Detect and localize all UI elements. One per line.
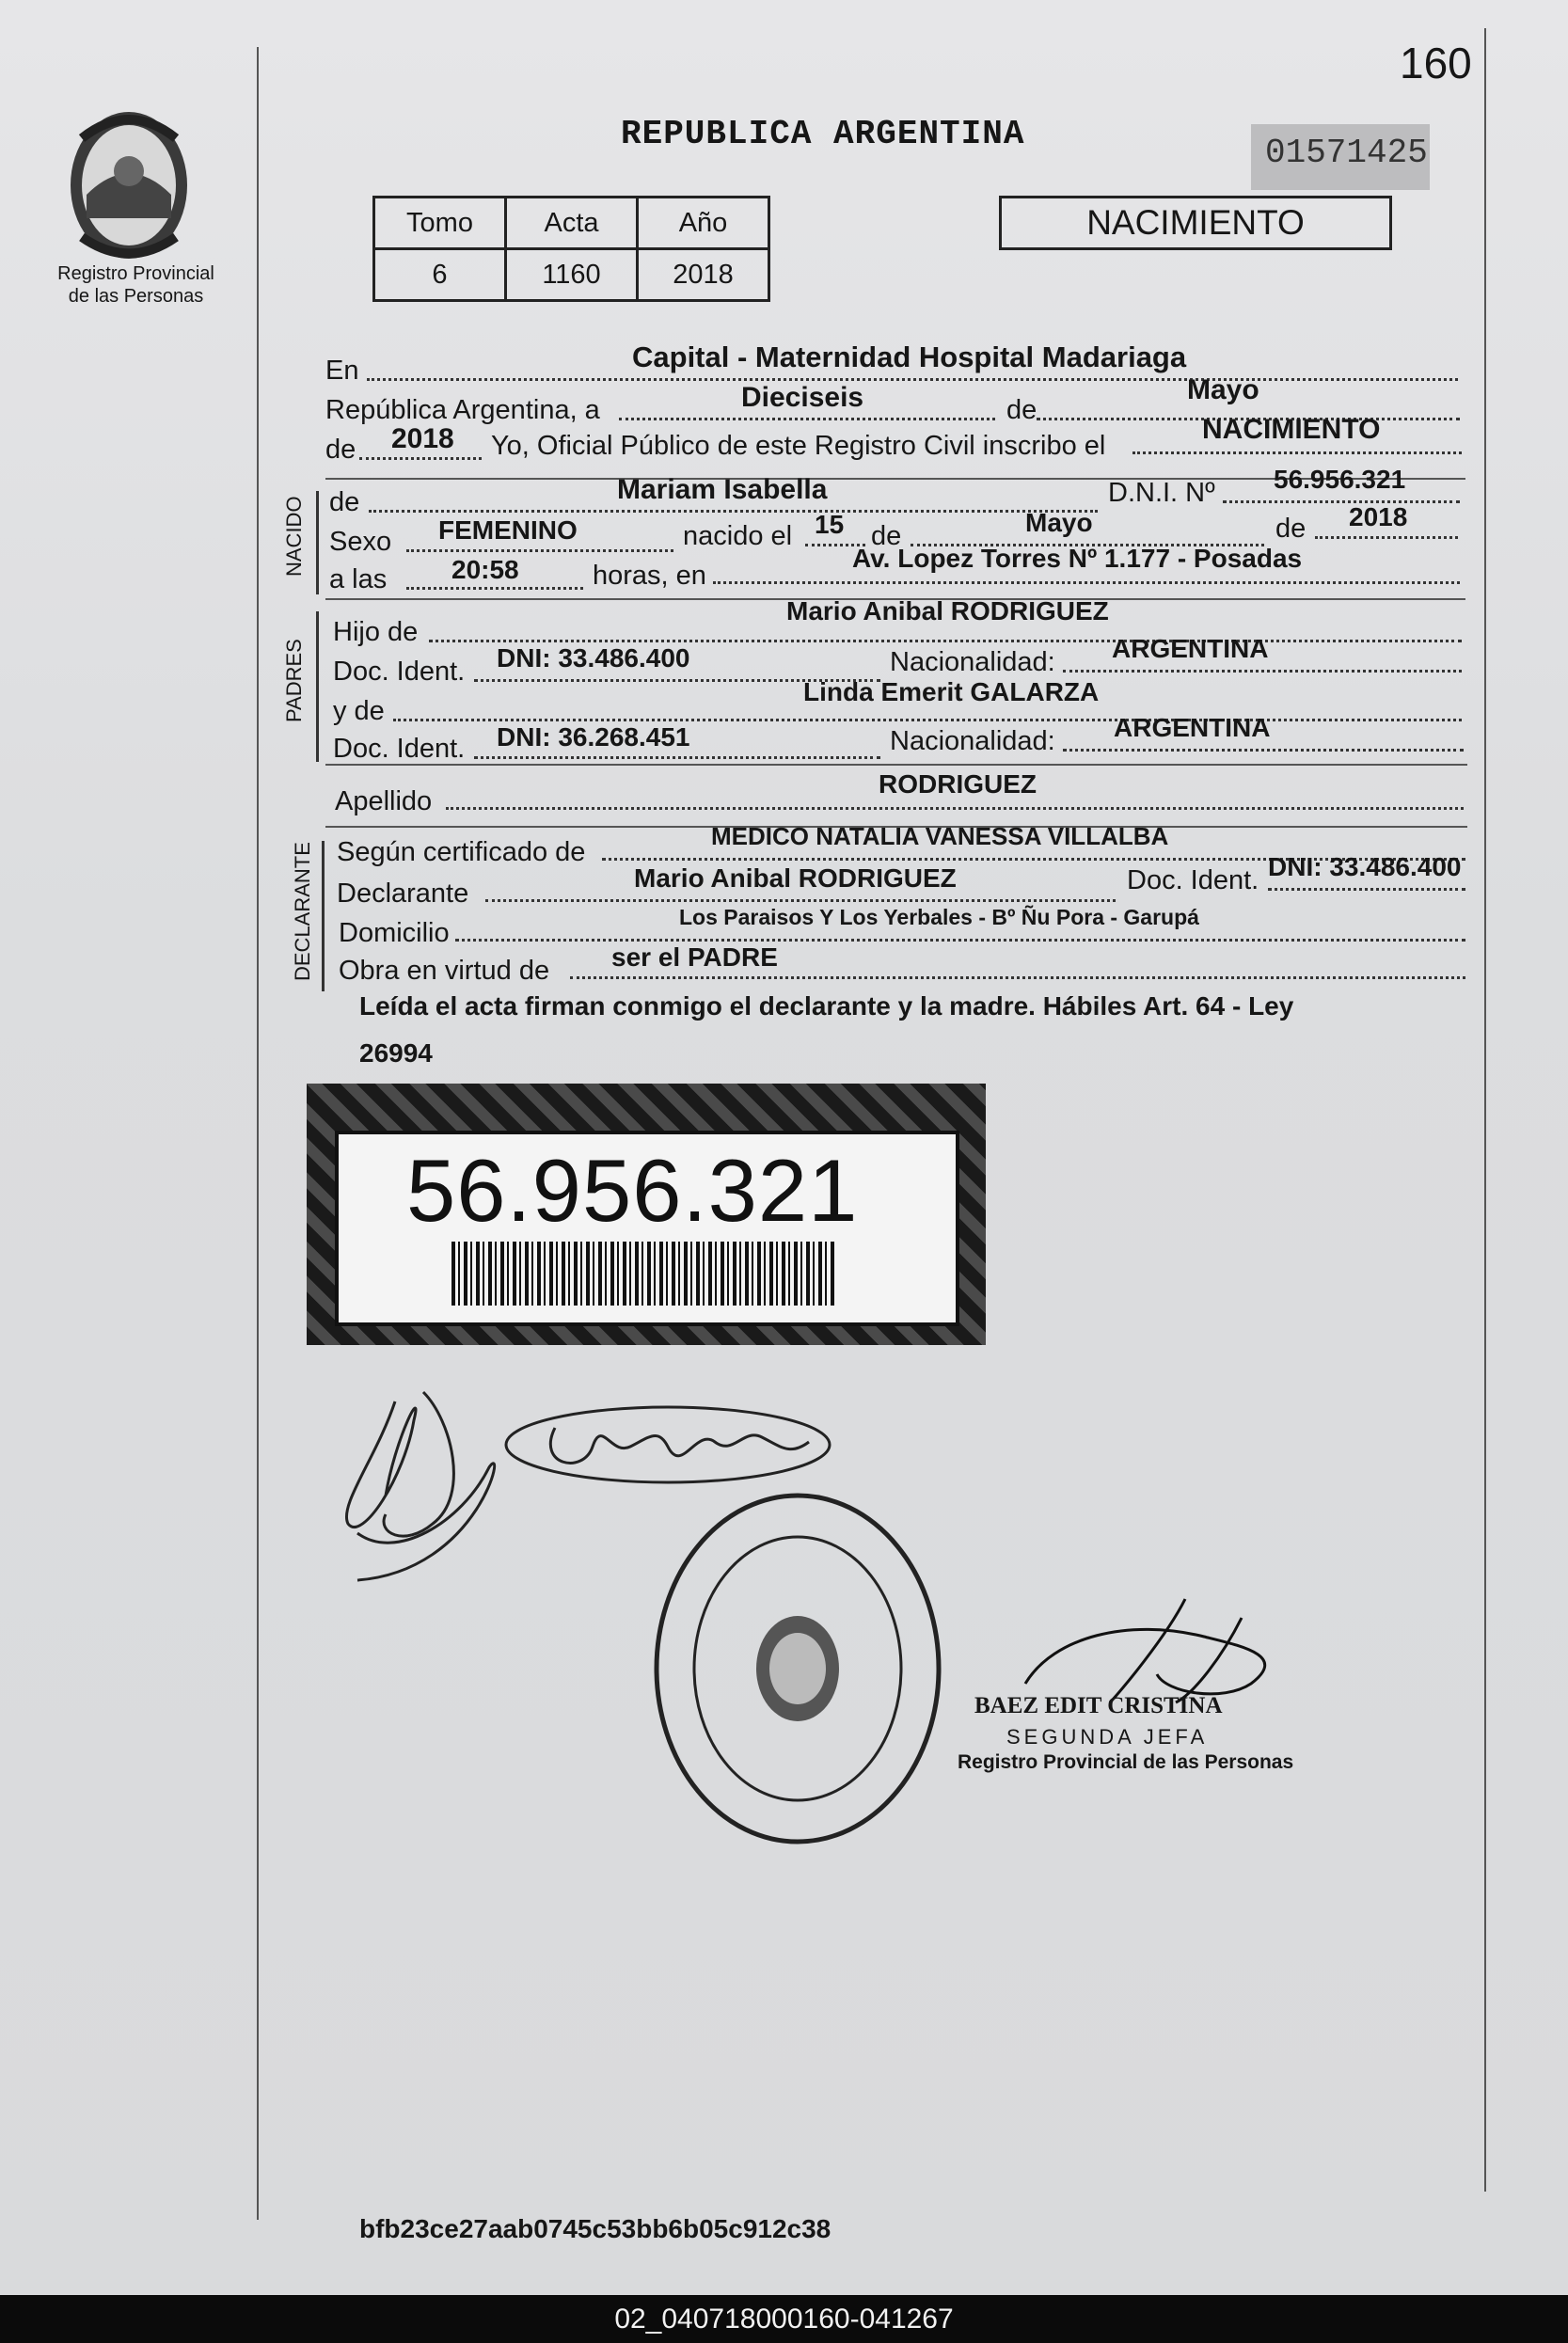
closing-text-line1: Leída el acta firman conmigo el declarante y la madre. Hábiles Art. 64 - Ley <box>359 991 1294 1021</box>
value-nombre: Mariam Isabella <box>617 474 828 505</box>
value-declarante-doc: DNI: 33.486.400 <box>1268 852 1462 881</box>
barcode <box>451 1242 837 1306</box>
document-title: REPUBLICA ARGENTINA <box>621 115 1025 153</box>
value-mes-nac: Mayo <box>1025 508 1093 537</box>
org-name-line2: de las Personas <box>68 286 204 307</box>
registry-value-acta: 1160 <box>506 249 638 301</box>
label-de-anio-nac: de <box>1275 514 1307 544</box>
official-name: BAEZ EDIT CRISTINA <box>974 1693 1223 1718</box>
value-mes: Mayo <box>1187 374 1259 405</box>
nacido-bracket <box>316 491 319 594</box>
registry-table <box>372 196 770 302</box>
dots-anio <box>359 457 482 460</box>
dots-dni <box>1223 500 1460 503</box>
value-padre-doc: DNI: 33.486.400 <box>497 643 690 673</box>
dots-nac-padre <box>1063 670 1462 673</box>
dots-sexo <box>406 549 673 552</box>
label-nac-madre: Nacionalidad: <box>890 726 1055 756</box>
value-acto: NACIMIENTO <box>1202 414 1381 445</box>
dots-dia <box>619 418 995 420</box>
label-de-nombre: de <box>329 487 360 517</box>
label-republica: República Argentina, a <box>325 395 600 425</box>
value-apellido: RODRIGUEZ <box>879 769 1037 799</box>
value-dni: 56.956.321 <box>1274 465 1406 494</box>
dots-madre <box>393 719 1462 721</box>
dots-anio-nac <box>1315 536 1458 539</box>
registry-value-tomo: 6 <box>374 249 506 301</box>
padres-bracket <box>316 611 319 762</box>
label-y-de: y de <box>333 696 385 726</box>
label-yo: Yo, Oficial Público de este Registro Civil inscribo el <box>491 431 1106 461</box>
left-margin-line <box>257 47 259 2220</box>
value-anio: 2018 <box>391 423 454 454</box>
label-hijo-de: Hijo de <box>333 617 419 647</box>
official-org: Registro Provincial de las Personas <box>958 1751 1294 1773</box>
value-obra: ser el PADRE <box>611 942 778 972</box>
dots-en <box>367 378 1458 381</box>
value-sexo: FEMENINO <box>438 515 578 545</box>
dots-apellido <box>446 807 1464 810</box>
label-horas-en: horas, en <box>593 561 706 591</box>
label-de-mes: de <box>1006 395 1037 425</box>
label-declarante: Declarante <box>337 879 469 909</box>
side-label-padres: PADRES <box>282 639 306 722</box>
label-nac-padre: Nacionalidad: <box>890 647 1055 677</box>
label-obra: Obra en virtud de <box>339 956 550 986</box>
dots-doc-madre <box>474 756 880 759</box>
org-name-line1: Registro Provincial <box>57 263 214 284</box>
label-doc-declarante: Doc. Ident. <box>1127 865 1259 895</box>
value-anio-nac: 2018 <box>1349 502 1408 531</box>
page-number: 160 <box>1400 39 1472 87</box>
serial-number-text: 01571425 <box>1265 134 1428 172</box>
value-madre-doc: DNI: 36.268.451 <box>497 722 690 752</box>
registry-value-anio: 2018 <box>638 249 769 301</box>
dots-obra <box>570 976 1465 979</box>
dots-padre <box>429 640 1462 642</box>
dots-acto <box>1132 451 1462 454</box>
value-madre-nac: ARGENTINA <box>1114 713 1271 742</box>
value-padre-nac: ARGENTINA <box>1112 634 1269 663</box>
dots-nombre <box>369 510 1098 513</box>
registry-header-acta: Acta <box>506 198 638 249</box>
label-a-las: a las <box>329 564 388 594</box>
dots-hora <box>406 587 583 590</box>
right-margin-line <box>1484 28 1486 2192</box>
mother-signature-icon <box>499 1390 837 1503</box>
footer-code: 02_040718000160-041267 <box>0 2295 1568 2343</box>
dni-number: 56.956.321 <box>406 1141 859 1240</box>
label-doc-madre: Doc. Ident. <box>333 734 466 764</box>
value-padre: Mario Anibal RODRIGUEZ <box>786 596 1109 625</box>
dots-declarante <box>485 899 1116 902</box>
section-divider <box>325 764 1467 766</box>
registry-header-anio: Año <box>638 198 769 249</box>
label-sexo: Sexo <box>329 527 392 557</box>
dots-domicilio-nac <box>713 581 1460 584</box>
declarante-bracket <box>322 841 325 991</box>
value-domicilio: Los Paraisos Y Los Yerbales - Bº Ñu Pora - Garupá <box>679 905 1199 929</box>
official-role: SEGUNDA JEFA <box>1006 1725 1209 1749</box>
value-certificado: MEDICO NATALIA VANESSA VILLALBA <box>711 822 1169 850</box>
label-de-mes-nac: de <box>871 521 902 551</box>
dots-nac-madre <box>1063 749 1464 752</box>
side-label-nacido: NACIDO <box>282 496 306 577</box>
label-segun: Según certificado de <box>337 837 586 867</box>
closing-text-line2: 26994 <box>359 1038 433 1068</box>
side-label-declarante: DECLARANTE <box>291 842 314 981</box>
value-dia-letras: Dieciseis <box>741 382 864 413</box>
document-type-box: NACIMIENTO <box>999 196 1392 250</box>
value-lugar: Capital - Maternidad Hospital Madariaga <box>632 340 1187 373</box>
province-seal-icon <box>58 105 199 265</box>
label-dni: D.N.I. Nº <box>1108 478 1215 508</box>
label-de-anio: de <box>325 435 356 465</box>
label-doc-padre: Doc. Ident. <box>333 657 466 687</box>
value-declarante: Mario Anibal RODRIGUEZ <box>634 863 957 893</box>
label-domicilio: Domicilio <box>339 918 450 948</box>
value-dia-nac: 15 <box>815 510 845 539</box>
label-apellido: Apellido <box>335 786 433 816</box>
label-nacido-el: nacido el <box>683 521 793 551</box>
official-stamp-icon <box>651 1490 944 1847</box>
registry-header-tomo: Tomo <box>374 198 506 249</box>
value-madre: Linda Emerit GALARZA <box>803 677 1100 706</box>
label-en: En <box>325 356 359 386</box>
dots-domicilio <box>455 939 1465 942</box>
dni-sticker <box>307 1084 986 1345</box>
dots-doc-declarante <box>1268 888 1465 891</box>
document-hash: bfb23ce27aab0745c53bb6b05c912c38 <box>359 2214 832 2243</box>
value-domicilio-nac: Av. Lopez Torres Nº 1.177 - Posadas <box>852 544 1303 573</box>
value-hora: 20:58 <box>451 555 519 584</box>
